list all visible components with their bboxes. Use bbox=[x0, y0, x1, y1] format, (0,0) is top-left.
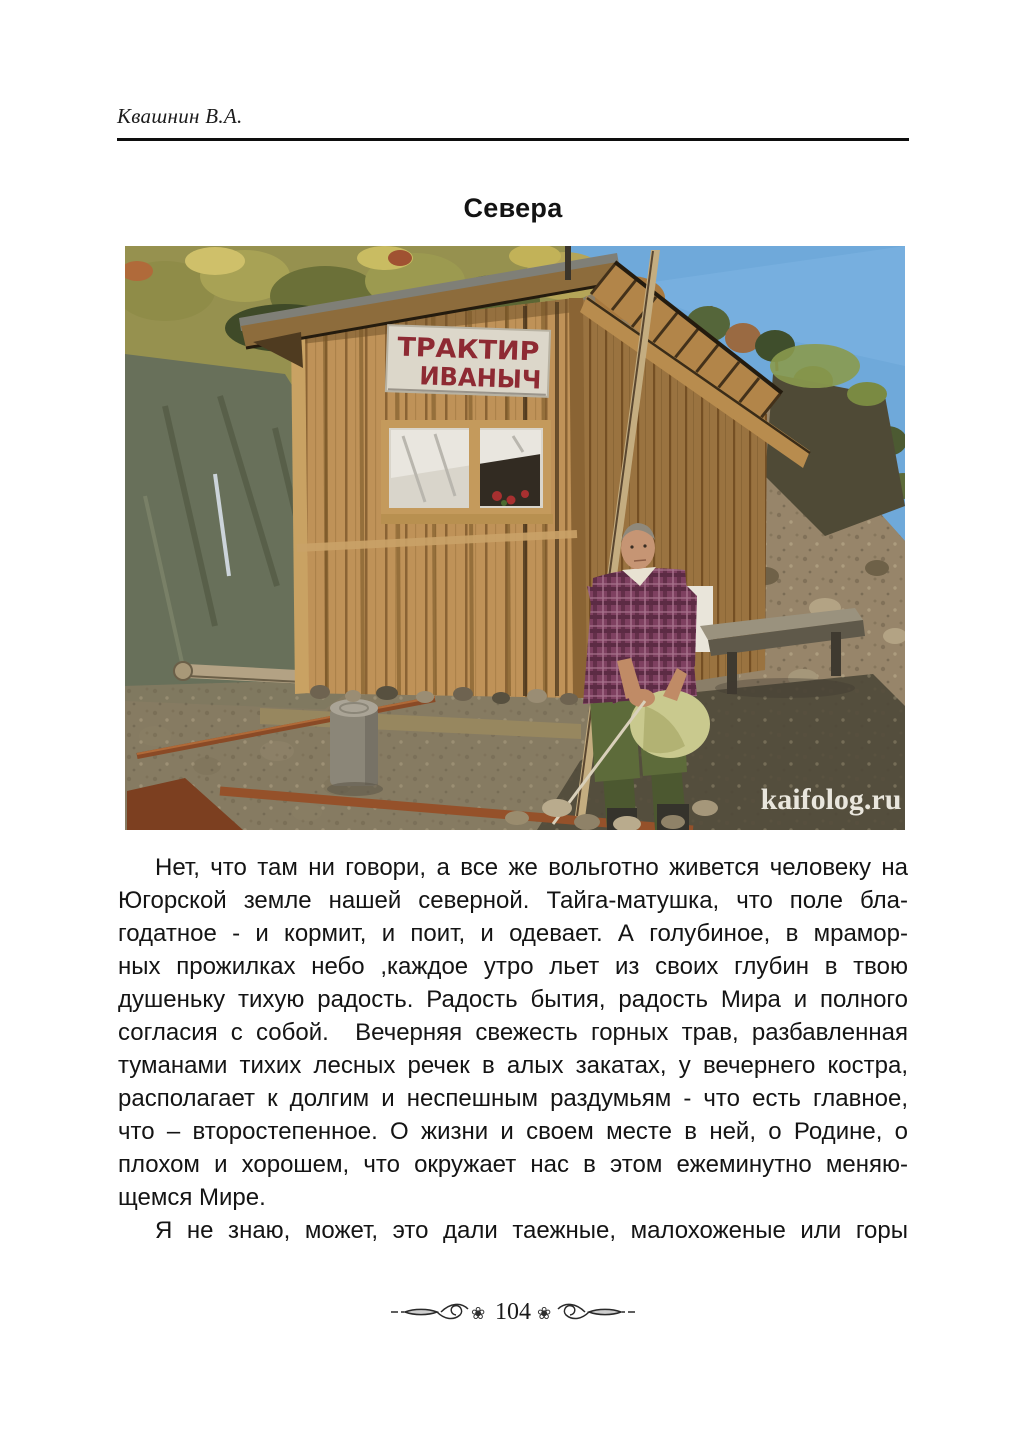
text-line: Нет, что там ни говори, а все же вольготно живется человеку на bbox=[155, 854, 908, 881]
header-rule bbox=[117, 138, 909, 141]
text-line: Югорской земле нашей северной. Тайга-матушка, что поле бла- bbox=[118, 887, 908, 914]
text-line: годатное - и кормит, и поит, и одевает. А голубиное, в мрамор- bbox=[118, 920, 908, 947]
page-title: Севера bbox=[463, 193, 563, 223]
svg-text:❀: ❀ bbox=[537, 1304, 552, 1324]
sign-line2: ИВАНЫЧ bbox=[418, 361, 547, 395]
flourish-right-icon bbox=[537, 1298, 637, 1326]
roof-pipe bbox=[565, 246, 571, 280]
svg-text:❀: ❀ bbox=[471, 1304, 486, 1324]
text-line: согласия с собой. Вечерняя свежесть горных трав, разбавленная bbox=[118, 1019, 908, 1046]
page-number: 104 bbox=[495, 1298, 531, 1325]
text-line: плохом и хорошем, что окружает нас в этом ежеминутно меняю- bbox=[118, 1151, 908, 1178]
header-author: Квашнин В.А. bbox=[117, 104, 243, 128]
photo-cabin bbox=[125, 246, 905, 830]
text-line: ных прожилках небо ,каждое утро льет из своих глубин в твою bbox=[118, 953, 908, 980]
window-sill bbox=[381, 514, 553, 524]
text-line: что – второстепенное. О жизни и своем месте в ней, о Родине, о bbox=[118, 1118, 908, 1145]
body-text bbox=[118, 851, 908, 1247]
text-line: Я не знаю, может, это дали таежные, малохоженые или горы bbox=[155, 1217, 908, 1244]
tavern-sign bbox=[386, 325, 550, 397]
watermark: kaifolog.ru bbox=[760, 783, 902, 816]
window bbox=[381, 420, 553, 524]
text-line: располагает к долгим и неспешным раздумьям - что есть главное, bbox=[118, 1085, 908, 1112]
text-line: щемся Мире. bbox=[118, 1184, 266, 1211]
photo-illustration bbox=[125, 246, 905, 830]
text-line: туманами тихих лесных речек в алых закатах, у вечернего костра, bbox=[118, 1052, 908, 1079]
text-line: душеньку тихую радость. Радость бытия, радость Мира и полного bbox=[118, 986, 908, 1013]
flourish-left-icon bbox=[389, 1298, 489, 1326]
page-footer bbox=[0, 1298, 1026, 1326]
sign-line1: ТРАКТИР bbox=[396, 332, 535, 368]
